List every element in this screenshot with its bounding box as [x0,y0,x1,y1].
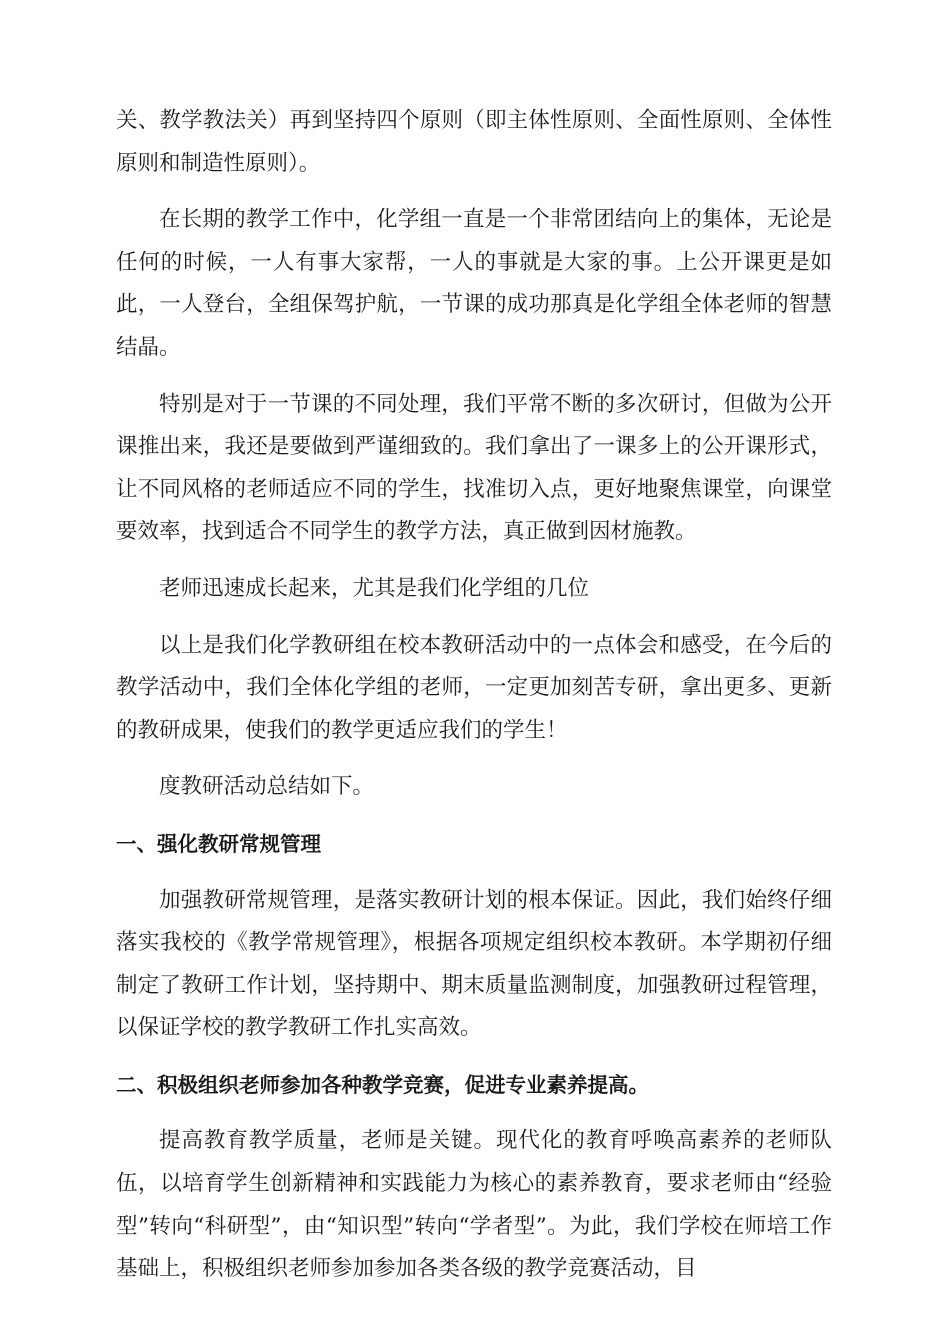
paragraph-gap [116,554,832,568]
document-page [116,100,832,1291]
paragraph-teacher-growth: 老师迅速成长起来，尤其是我们化学组的几位 [159,575,590,601]
paragraph-gap [116,1106,832,1120]
paragraph-principles: 关、教学教法关）再到坚持四个原则（即主体性原则、全面性原则、全体性原则和制造性原则）。 [116,108,832,176]
paragraph-gap [116,866,832,880]
paragraph-conclusion: 以上是我们化学教研组在校本教研活动中的一点体会和感受，在今后的教学活动中，我们全体化学组的老师，一定更加刻苦专研，拿出更多、更新的教研成果，使我们的教学更适应我们的学生！ [116,632,832,743]
paragraph-gap [116,185,832,199]
paragraph-gap [116,611,832,625]
paragraph-gap [116,809,832,823]
paragraph-summary-intro: 度教研活动总结如下。 [159,774,375,800]
section-2-heading: 二、积极组织老师参加各种教学竞赛，促进专业素养提高。 [116,1072,649,1097]
section-1-heading: 一、强化教研常规管理 [116,831,321,856]
paragraph-gap [116,1050,832,1064]
section-2-body: 提高教育教学质量，老师是关键。现代化的教育呼唤高素养的老师队伍，以培育学生创新精神和实践能力为核心的素养教育，要求老师由“经验型”转向“科研型”，由“知识型”转向“学者型”。为此，我们学校在师培工作基础上，积极组织老师参加参加各类各级的教学竞赛活动，目 [116,1128,832,1282]
paragraph-team-spirit: 在长期的教学工作中，化学组一直是一个非常团结向上的集体，无论是任何的时候，一人有事大家帮，一人的事就是大家的事。上公开课更是如此，一人登台，全组保驾护航，一节课的成功那真是化学组全体老师的智慧结晶。 [116,207,832,360]
paragraph-open-class: 特别是对于一节课的不同处理，我们平常不断的多次研讨，但做为公开课推出来，我还是要做到严谨细致的。我们拿出了一课多上的公开课形式，让不同风格的老师适应不同的学生，找准切入点，更好地聚焦课堂，向课堂要效率，找到适合不同学生的教学方法，真正做到因材施教。 [116,391,832,545]
section-1-body: 加强教研常规管理，是落实教研计划的根本保证。因此，我们始终仔细落实我校的《教学常规管理》，根据各项规定组织校本教研。本学期初仔细制定了教研工作计划，坚持期中、期末质量监测制度，加强教研过程管理，以保证学校的教学教研工作扎实高效。 [116,887,832,1041]
paragraph-gap [116,370,832,384]
paragraph-gap [116,752,832,766]
